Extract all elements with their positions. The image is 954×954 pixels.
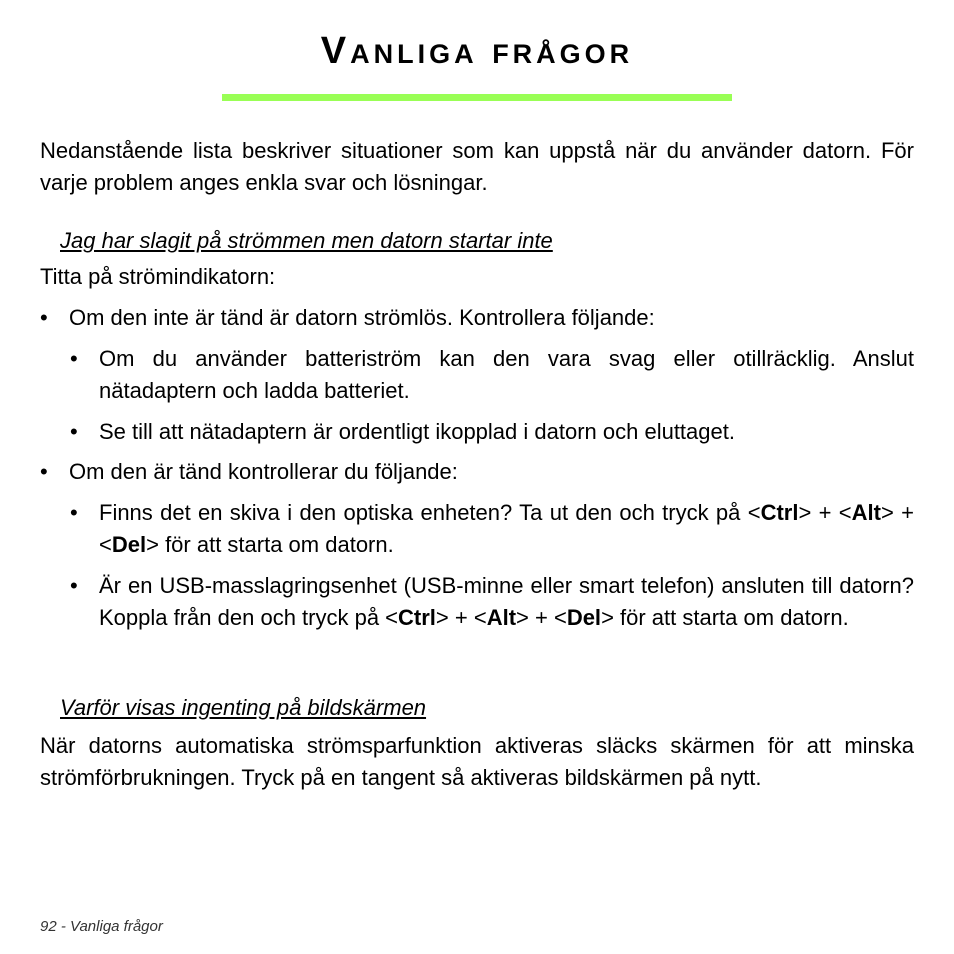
key-ctrl: Ctrl bbox=[398, 605, 436, 630]
sub-bullet-marker: • bbox=[70, 419, 78, 444]
display-paragraph: När datorns automatiska strömsparfunktion aktiveras släcks skärmen för att minska strömförbrukningen. Tryck på en tangent så aktiveras bildskärmen på nytt. bbox=[40, 733, 914, 790]
power-lead-text: Titta på strömindikatorn: bbox=[40, 264, 276, 289]
key-separator: > + < bbox=[435, 605, 487, 630]
restart-text: > för att starta om datorn. bbox=[601, 605, 849, 630]
list-item-battery: Om du använder batteriström kan den vara svag eller otillräcklig. Anslut nätadaptern och ladda batteriet. bbox=[99, 346, 914, 403]
sub-bullet-marker: • bbox=[70, 500, 78, 525]
list-item-usb-storage bbox=[99, 570, 914, 634]
optical-disc-text: Finns det en skiva i den optiska enheten? Ta ut den och tryck på < bbox=[99, 500, 761, 525]
sub-bullet-marker: • bbox=[70, 573, 78, 598]
key-separator: > + < bbox=[99, 500, 914, 557]
key-del: Del bbox=[111, 532, 147, 557]
key-del: Del bbox=[566, 605, 602, 630]
section-heading-power: Jag har slagit på strömmen men datorn startar inte bbox=[60, 228, 553, 253]
page-title: Vanliga frågor bbox=[320, 30, 634, 72]
bullet-marker: • bbox=[40, 459, 48, 484]
list-item-not-lit: Om den inte är tänd är datorn strömlös. Kontrollera följande: bbox=[69, 305, 655, 330]
key-alt: Alt bbox=[851, 500, 881, 525]
title-underline bbox=[222, 94, 732, 101]
key-separator: > + < bbox=[798, 500, 852, 525]
usb-storage-text: Är en USB-masslagringsenhet (USB-minne eller smart telefon) ansluten till datorn? Koppla från den och tryck på < bbox=[99, 573, 914, 630]
list-item-optical-disc bbox=[99, 497, 914, 561]
key-alt: Alt bbox=[486, 605, 517, 630]
page-footer: 92 - Vanliga frågor bbox=[40, 918, 163, 935]
intro-paragraph: Nedanstående lista beskriver situationer som kan uppstå när du använder datorn. För varje problem anges enkla svar och lösningar. bbox=[40, 138, 914, 195]
list-item-lit: Om den är tänd kontrollerar du följande: bbox=[69, 459, 458, 484]
restart-text: > för att starta om datorn. bbox=[146, 532, 394, 557]
key-separator: > + < bbox=[516, 605, 567, 630]
section-heading-display: Varför visas ingenting på bildskärmen bbox=[60, 695, 427, 720]
sub-bullet-marker: • bbox=[70, 346, 78, 371]
key-ctrl: Ctrl bbox=[760, 500, 799, 525]
list-item-adapter: Se till att nätadaptern är ordentligt ikopplad i datorn och eluttaget. bbox=[99, 419, 735, 444]
bullet-marker: • bbox=[40, 305, 48, 330]
